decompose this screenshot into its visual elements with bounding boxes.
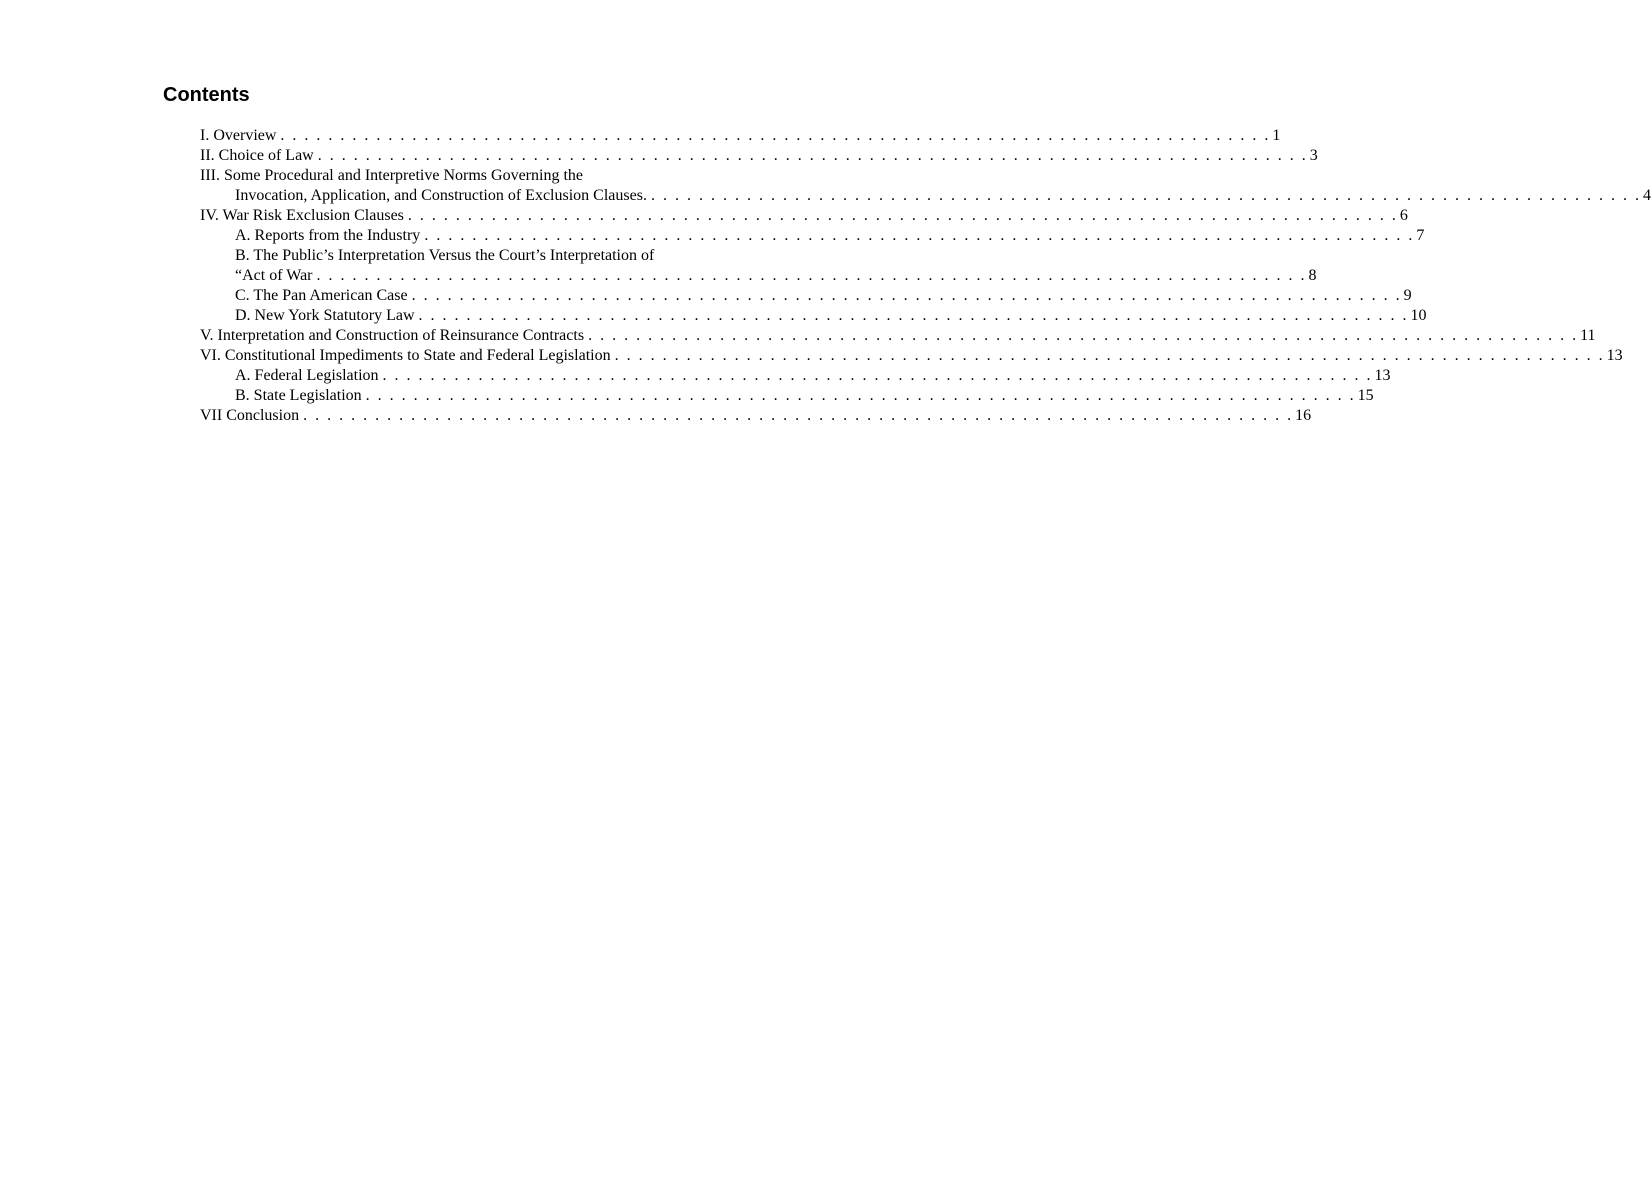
toc-entry-overview[interactable] bbox=[200, 126, 1281, 146]
toc-entry-industry-reports[interactable] bbox=[200, 226, 1425, 246]
toc-entry-war-risk-exclusion[interactable] bbox=[200, 206, 1408, 226]
dot-leader: . . . . . . . . . . . . . . . . . . . . . . . . . . . . . . . . . . . . . . . . . . . . . . . . . . . . . . . . . . . . . . . . . . . . . . . . . . . . . . . . . . . bbox=[418, 307, 1409, 324]
contents-heading: Contents bbox=[163, 84, 250, 106]
dot-leader: . . . . . . . . . . . . . . . . . . . . . . . . . . . . . . . . . . . . . . . . . . . . . . . . . . . . . . . . . . . . . . . . . . . . . . . . . . . . . . . . . . . bbox=[303, 407, 1294, 424]
toc-page-number: 11 bbox=[1580, 327, 1596, 344]
toc-entry-title: D. New York Statutory Law bbox=[235, 307, 415, 324]
toc-entry-title: I. Overview bbox=[200, 127, 277, 144]
dot-leader: . . . . . . . . . . . . . . . . . . . . . . . . . . . . . . . . . . . . . . . . . . . . . . . . . . . . . . . . . . . . . . . . . . . . . . . . . . . . . . . . . . . bbox=[588, 327, 1579, 344]
toc-page-number: 9 bbox=[1403, 287, 1412, 304]
toc-entry-ny-statutory-law[interactable] bbox=[200, 306, 1427, 326]
toc-entry-title: VI. Constitutional Impediments to State and Federal Legislation bbox=[200, 347, 611, 364]
toc-page-number: 13 bbox=[1606, 347, 1623, 364]
toc-page-number: 1 bbox=[1272, 127, 1281, 144]
toc-entry-conclusion[interactable] bbox=[200, 406, 1312, 426]
dot-leader: . . . . . . . . . . . . . . . . . . . . . . . . . . . . . . . . . . . . . . . . . . . . . . . . . . . . . . . . . . . . . . . . . . . . . . . . . . . . . . . . . . . bbox=[382, 367, 1373, 384]
toc-entry-state-legislation[interactable] bbox=[200, 386, 1374, 406]
toc-entry-procedural-norms-continued[interactable] bbox=[200, 186, 1651, 206]
toc-page-number: 4 bbox=[1642, 187, 1651, 204]
toc-entry-title: III. Some Procedural and Interpretive Norms Governing the bbox=[200, 167, 583, 184]
toc-page-number: 6 bbox=[1399, 207, 1408, 224]
toc-page-number: 15 bbox=[1357, 387, 1374, 404]
toc-page-number: 8 bbox=[1308, 267, 1317, 284]
dot-leader: . . . . . . . . . . . . . . . . . . . . . . . . . . . . . . . . . . . . . . . . . . . . . . . . . . . . . . . . . . . . . . . . . . . . . . . . . . . . . . . . . . . bbox=[280, 127, 1271, 144]
toc-page-number: 10 bbox=[1410, 307, 1427, 324]
dot-leader: . . . . . . . . . . . . . . . . . . . . . . . . . . . . . . . . . . . . . . . . . . . . . . . . . . . . . . . . . . . . . . . . . . . . . . . . . . . . . . . . . . . bbox=[614, 347, 1605, 364]
toc-entry-procedural-norms[interactable] bbox=[200, 166, 758, 186]
toc-entry-title: IV. War Risk Exclusion Clauses bbox=[200, 207, 404, 224]
toc-entry-title: II. Choice of Law bbox=[200, 147, 314, 164]
toc-entry-title: B. The Public’s Interpretation Versus the Court’s Interpretation of bbox=[235, 247, 655, 264]
dot-leader: . . . . . . . . . . . . . . . . . . . . . . . . . . . . . . . . . . . . . . . . . . . . . . . . . . . . . . . . . . . . . . . . . . . . . . . . . . . . . . . . . . . bbox=[365, 387, 1356, 404]
toc-entry-title: Invocation, Application, and Construction of Exclusion Clauses. bbox=[235, 187, 647, 204]
dot-leader: . . . . . . . . . . . . . . . . . . . . . . . . . . . . . . . . . . . . . . . . . . . . . . . . . . . . . . . . . . . . . . . . . . . . . . . . . . . . . . . . . . . bbox=[407, 207, 1398, 224]
dot-leader: . . . . . . . . . . . . . . . . . . . . . . . . . . . . . . . . . . . . . . . . . . . . . . . . . . . . . . . . . . . . . . . . . . . . . . . . . . . . . . . . . . . bbox=[316, 267, 1307, 284]
toc-entry-public-vs-court[interactable] bbox=[200, 246, 758, 266]
toc-entry-constitutional-impediments[interactable] bbox=[200, 346, 1623, 366]
dot-leader: . . . . . . . . . . . . . . . . . . . . . . . . . . . . . . . . . . . . . . . . . . . . . . . . . . . . . . . . . . . . . . . . . . . . . . . . . . . . . . . . . . . bbox=[317, 147, 1308, 164]
toc-entry-pan-american-case[interactable] bbox=[200, 286, 1412, 306]
toc-entry-title: B. State Legislation bbox=[235, 387, 362, 404]
toc-entry-public-vs-court-continued[interactable] bbox=[200, 266, 1317, 286]
toc-page-number: 7 bbox=[1416, 227, 1425, 244]
toc-entry-choice-of-law[interactable] bbox=[200, 146, 1318, 166]
toc-entry-title: A. Reports from the Industry bbox=[235, 227, 421, 244]
toc-entry-title: “Act of War bbox=[235, 267, 313, 284]
toc-entry-reinsurance-contracts[interactable] bbox=[200, 326, 1596, 346]
dot-leader: . . . . . . . . . . . . . . . . . . . . . . . . . . . . . . . . . . . . . . . . . . . . . . . . . . . . . . . . . . . . . . . . . . . . . . . . . . . . . . . . . . . bbox=[411, 287, 1402, 304]
toc-entry-federal-legislation[interactable] bbox=[200, 366, 1391, 386]
toc-page-number: 3 bbox=[1309, 147, 1318, 164]
toc-entry-title: VII Conclusion bbox=[200, 407, 300, 424]
toc-page-number: 13 bbox=[1374, 367, 1391, 384]
toc-entry-title: A. Federal Legislation bbox=[235, 367, 379, 384]
table-of-contents bbox=[200, 126, 1651, 426]
toc-entry-title: V. Interpretation and Construction of Reinsurance Contracts bbox=[200, 327, 585, 344]
dot-leader: . . . . . . . . . . . . . . . . . . . . . . . . . . . . . . . . . . . . . . . . . . . . . . . . . . . . . . . . . . . . . . . . . . . . . . . . . . . . . . . . . . . bbox=[650, 187, 1641, 204]
toc-page-number: 16 bbox=[1295, 407, 1312, 424]
dot-leader: . . . . . . . . . . . . . . . . . . . . . . . . . . . . . . . . . . . . . . . . . . . . . . . . . . . . . . . . . . . . . . . . . . . . . . . . . . . . . . . . . . . bbox=[424, 227, 1415, 244]
toc-entry-title: C. The Pan American Case bbox=[235, 287, 408, 304]
